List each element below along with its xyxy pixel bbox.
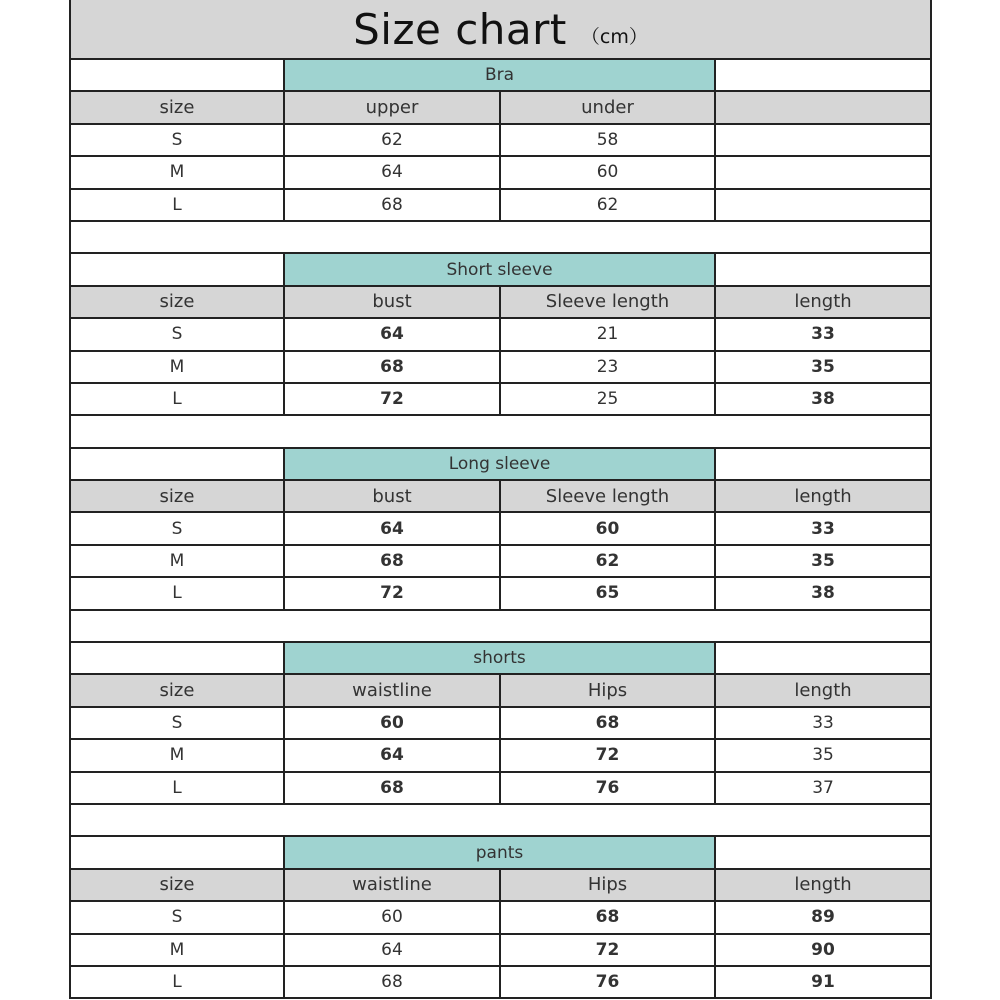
value-cell: 72 [284, 577, 500, 609]
blank-cell [70, 642, 284, 674]
column-header [715, 91, 931, 123]
value-cell: 89 [715, 901, 931, 933]
value-cell: 33 [715, 707, 931, 739]
spacer-row [70, 415, 931, 447]
value-cell: 35 [715, 351, 931, 383]
value-cell: 65 [500, 577, 715, 609]
short-sleeve-section-title-row [70, 253, 931, 285]
value-cell: 64 [284, 739, 500, 771]
table-row [70, 901, 931, 933]
value-cell: 68 [500, 707, 715, 739]
size-cell: M [70, 739, 284, 771]
table-row [70, 577, 931, 609]
blank-cell [70, 836, 284, 868]
value-cell: 62 [284, 124, 500, 156]
column-header: bust [284, 286, 500, 318]
column-header: bust [284, 480, 500, 512]
blank-cell [715, 836, 931, 868]
value-cell: 33 [715, 512, 931, 544]
long-sleeve-section-title: Long sleeve [284, 448, 715, 480]
value-cell: 62 [500, 189, 715, 221]
column-header: waistline [284, 674, 500, 706]
value-cell: 38 [715, 577, 931, 609]
value-cell: 68 [284, 545, 500, 577]
value-cell: 68 [284, 189, 500, 221]
size-cell: S [70, 512, 284, 544]
shorts-header-row [70, 674, 931, 706]
size-cell: L [70, 772, 284, 804]
column-header: length [715, 480, 931, 512]
spacer-row [70, 804, 931, 836]
table-row [70, 156, 931, 188]
column-header: length [715, 869, 931, 901]
column-header: size [70, 674, 284, 706]
value-cell: 23 [500, 351, 715, 383]
size-cell: L [70, 577, 284, 609]
value-cell: 90 [715, 934, 931, 966]
long-sleeve-header-row [70, 480, 931, 512]
blank-cell [715, 448, 931, 480]
value-cell [715, 156, 931, 188]
column-header: Sleeve length [500, 286, 715, 318]
spacer-cell [70, 804, 931, 836]
size-cell: S [70, 901, 284, 933]
table-row [70, 512, 931, 544]
short-sleeve-header-row [70, 286, 931, 318]
table-row [70, 545, 931, 577]
title-text: Size chart [353, 4, 567, 54]
column-header: size [70, 480, 284, 512]
table-row [70, 966, 931, 998]
bra-section-title: Bra [284, 59, 715, 91]
column-header: under [500, 91, 715, 123]
column-header: upper [284, 91, 500, 123]
value-cell: 68 [284, 772, 500, 804]
table-row [70, 707, 931, 739]
blank-cell [70, 59, 284, 91]
value-cell: 68 [500, 901, 715, 933]
value-cell: 60 [284, 901, 500, 933]
value-cell: 35 [715, 545, 931, 577]
column-header: size [70, 286, 284, 318]
value-cell: 25 [500, 383, 715, 415]
blank-cell [715, 642, 931, 674]
table-row [70, 124, 931, 156]
value-cell: 21 [500, 318, 715, 350]
size-cell: L [70, 189, 284, 221]
pants-section-title: pants [284, 836, 715, 868]
size-cell: M [70, 545, 284, 577]
size-cell: M [70, 156, 284, 188]
spacer-cell [70, 415, 931, 447]
size-chart-sheet [69, 0, 930, 999]
column-header: Hips [500, 869, 715, 901]
spacer-row [70, 221, 931, 253]
value-cell: 76 [500, 772, 715, 804]
column-header: waistline [284, 869, 500, 901]
table-row [70, 318, 931, 350]
value-cell: 64 [284, 512, 500, 544]
size-cell: S [70, 707, 284, 739]
value-cell: 37 [715, 772, 931, 804]
size-cell: L [70, 966, 284, 998]
spacer-cell [70, 221, 931, 253]
blank-cell [70, 448, 284, 480]
column-header: length [715, 286, 931, 318]
size-cell: L [70, 383, 284, 415]
spacer-cell [70, 610, 931, 642]
table-row [70, 383, 931, 415]
size-cell: M [70, 351, 284, 383]
column-header: Sleeve length [500, 480, 715, 512]
table-row [70, 351, 931, 383]
spacer-row [70, 610, 931, 642]
value-cell: 68 [284, 966, 500, 998]
value-cell: 64 [284, 934, 500, 966]
value-cell: 64 [284, 318, 500, 350]
value-cell: 38 [715, 383, 931, 415]
column-header: length [715, 674, 931, 706]
column-header: size [70, 91, 284, 123]
table-row [70, 189, 931, 221]
chart-title [69, 0, 932, 58]
value-cell [715, 124, 931, 156]
value-cell: 33 [715, 318, 931, 350]
value-cell: 72 [284, 383, 500, 415]
title-unit: （cm） [580, 25, 648, 48]
blank-cell [715, 59, 931, 91]
size-table [69, 58, 932, 999]
value-cell: 58 [500, 124, 715, 156]
bra-header-row [70, 91, 931, 123]
table-row [70, 739, 931, 771]
table-row [70, 772, 931, 804]
value-cell: 68 [284, 351, 500, 383]
long-sleeve-section-title-row [70, 448, 931, 480]
bra-section-title-row [70, 59, 931, 91]
blank-cell [70, 253, 284, 285]
column-header: Hips [500, 674, 715, 706]
short-sleeve-section-title: Short sleeve [284, 253, 715, 285]
value-cell: 76 [500, 966, 715, 998]
value-cell: 72 [500, 934, 715, 966]
value-cell: 72 [500, 739, 715, 771]
column-header: size [70, 869, 284, 901]
blank-cell [715, 253, 931, 285]
pants-header-row [70, 869, 931, 901]
value-cell: 64 [284, 156, 500, 188]
value-cell: 91 [715, 966, 931, 998]
shorts-section-title: shorts [284, 642, 715, 674]
value-cell: 62 [500, 545, 715, 577]
table-row [70, 934, 931, 966]
pants-section-title-row [70, 836, 931, 868]
value-cell: 35 [715, 739, 931, 771]
value-cell: 60 [284, 707, 500, 739]
size-cell: S [70, 318, 284, 350]
value-cell: 60 [500, 512, 715, 544]
size-cell: M [70, 934, 284, 966]
shorts-section-title-row [70, 642, 931, 674]
value-cell: 60 [500, 156, 715, 188]
value-cell [715, 189, 931, 221]
size-cell: S [70, 124, 284, 156]
